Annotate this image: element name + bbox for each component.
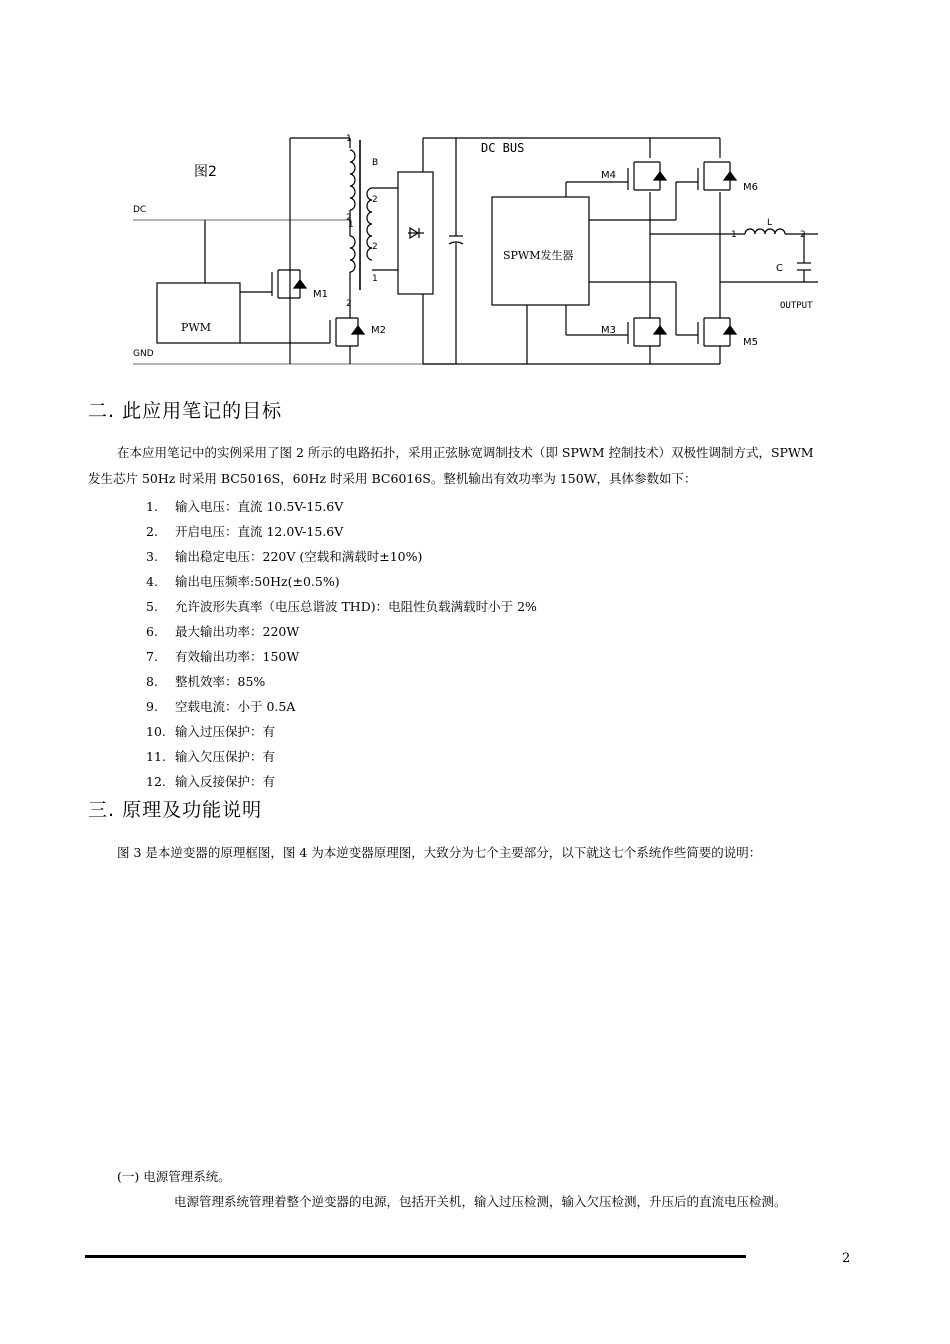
m5-label: M5 [743, 337, 758, 348]
list-item: 5. 允许波形失真率（电压总谐波 THD)：电阻性负载满载时小于 2% [146, 599, 537, 614]
subsection-heading: (一) 电源管理系统。 [117, 1169, 231, 1184]
list-item: 4. 输出电压频率:50Hz(±0.5%) [146, 574, 340, 589]
list-item: 9. 空载电流：小于 0.5A [146, 699, 296, 714]
m2-label: M2 [371, 325, 386, 336]
m6-label: M6 [743, 182, 758, 193]
pin-label: 1 [348, 220, 354, 230]
gnd-label: GND [133, 349, 154, 359]
pin-label: 2 [372, 195, 378, 205]
subsection-paragraph: 电源管理系统管理着整个逆变器的电源，包括开关机，输入过压检测，输入欠压检测，升压后的直流电压检测。 [174, 1194, 787, 1209]
list-item: 7. 有效输出功率：150W [146, 649, 300, 664]
pin-label: 2 [346, 299, 352, 309]
mosfet-m2 [330, 300, 364, 364]
circuit-diagram-figure [0, 0, 950, 380]
list-item: 3. 输出稳定电压：220V (空载和满载时±10%) [146, 549, 423, 564]
pin-label: 1 [731, 230, 737, 240]
list-item: 1. 输入电压：直流 10.5V-15.6V [146, 499, 344, 514]
section-3-paragraph: 图 3 是本逆变器的原理框图，图 4 为本逆变器原理图，大致分为七个主要部分，以下就这七个系统作些简要的说明： [117, 845, 762, 860]
footer-rule [85, 1255, 746, 1258]
mosfet-m6 [698, 162, 736, 190]
pin-label: B [372, 158, 379, 168]
list-item: 2. 开启电压：直流 12.0V-15.6V [146, 524, 344, 539]
list-item: 8. 整机效率：85% [146, 674, 266, 689]
pin-label: 2 [800, 230, 806, 240]
capacitor-label: C [776, 263, 783, 274]
mosfet-m1 [272, 268, 306, 298]
m3-label: M3 [601, 325, 616, 336]
list-item: 6. 最大输出功率：220W [146, 624, 300, 639]
list-item: 12. 输入反接保护：有 [146, 774, 276, 789]
page-number: 2 [842, 1251, 851, 1266]
mosfet-m5 [698, 318, 736, 346]
list-item: 11. 输入欠压保护：有 [146, 749, 276, 764]
list-item: 10. 输入过压保护：有 [146, 724, 276, 739]
pin-label: 2 [372, 242, 378, 252]
pin-label: 1 [372, 274, 378, 284]
dc-bus-label: DC BUS [481, 141, 525, 155]
m1-label: M1 [313, 289, 328, 300]
m4-label: M4 [601, 170, 616, 181]
inductor-label: L [767, 218, 773, 228]
spwm-label: SPWM发生器 [503, 249, 574, 262]
pin-label: 2 [346, 213, 352, 223]
section-3-heading: 三. 原理及功能说明 [88, 799, 263, 821]
inductor-l [745, 229, 785, 234]
mosfet-m4 [628, 162, 666, 190]
section-2-paragraph-line-2: 发生芯片 50Hz 时采用 BC5016S，60Hz 时采用 BC6016S。整机输出有效功率为 150W，具体参数如下： [88, 471, 697, 486]
section-2-heading: 二. 此应用笔记的目标 [88, 400, 283, 422]
mosfet-m3 [628, 318, 666, 346]
output-label: OUTPUT [780, 301, 813, 311]
pin-label: 1 [346, 134, 352, 144]
pwm-label: PWM [181, 321, 211, 334]
figure-caption: 图2 [194, 164, 217, 180]
section-2-paragraph-line-1: 在本应用笔记中的实例采用了图 2 所示的电路拓扑，采用正弦脉宽调制技术（即 SPWM 控制技术）双极性调制方式，SPWM [117, 445, 814, 460]
pwm-block [157, 283, 240, 343]
dc-label: DC [133, 205, 147, 215]
